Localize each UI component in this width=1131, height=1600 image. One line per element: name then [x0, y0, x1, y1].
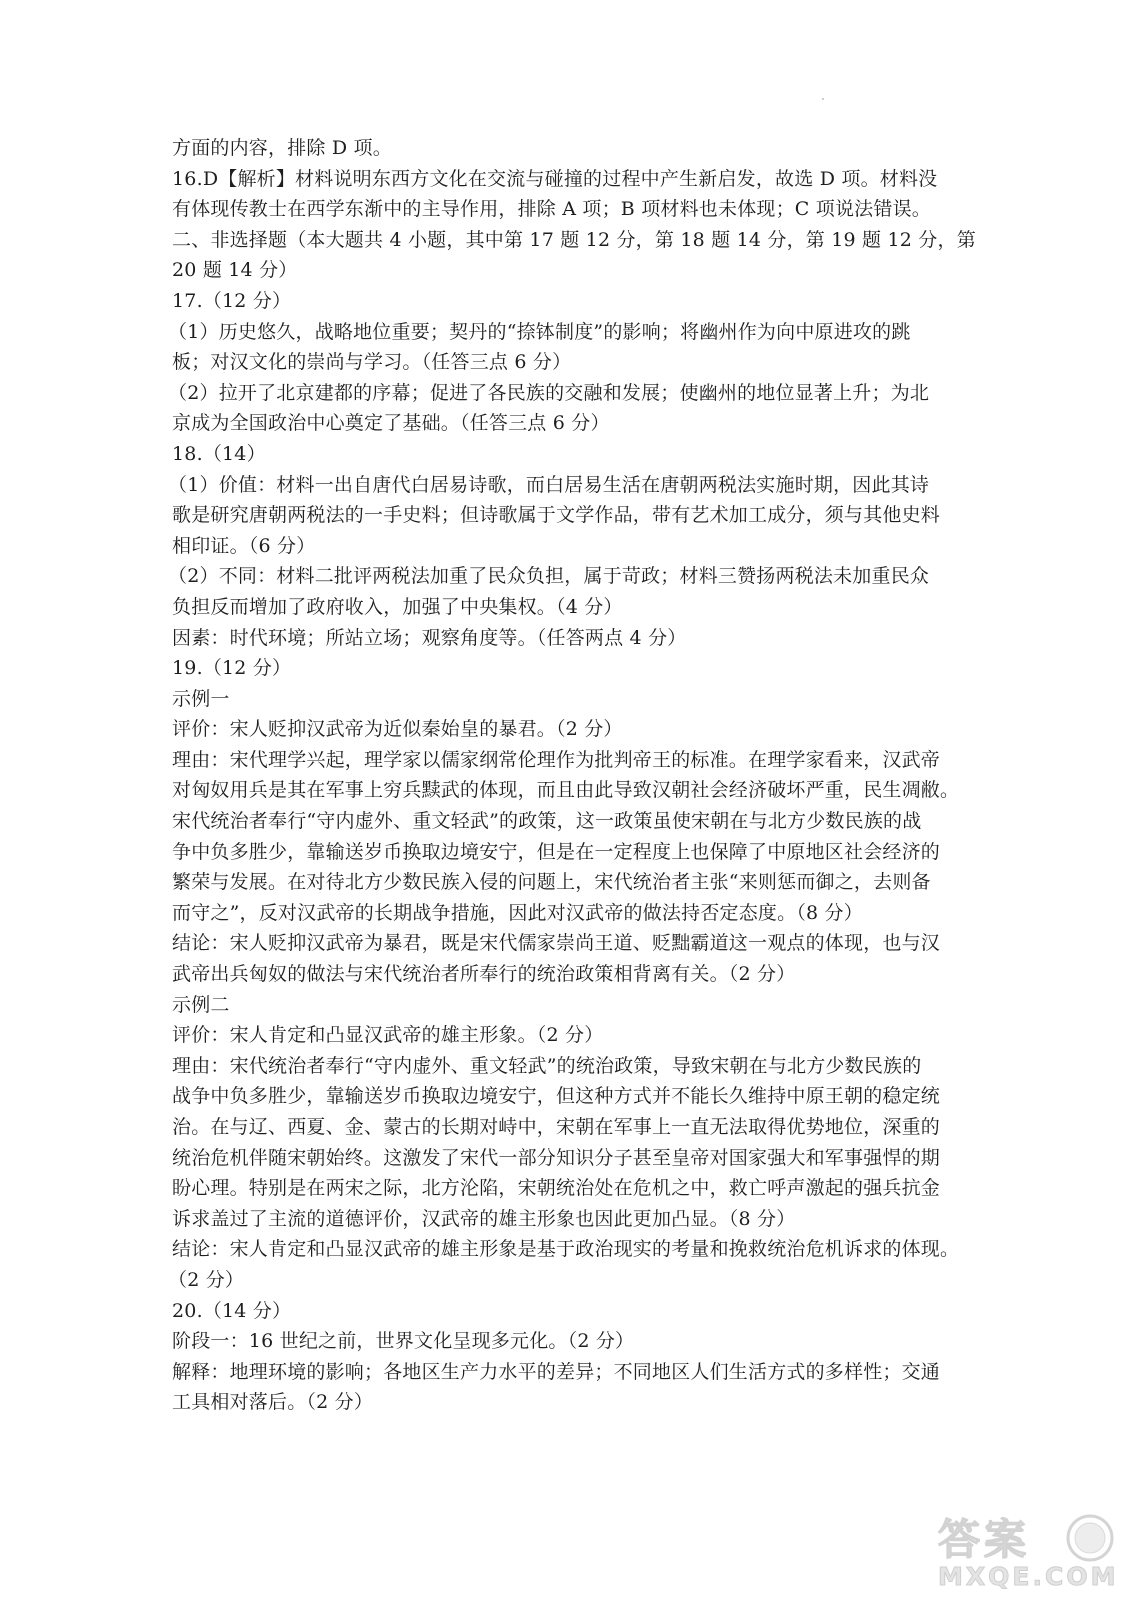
question-number-19: 19.（12 分） — [172, 657, 292, 680]
text-line: 20 题 14 分） — [172, 259, 298, 282]
text-line: 争中负多胜少，靠输送岁币换取边境安宁，但是在一定程度上也保障了中原地区社会经济的 — [172, 840, 941, 863]
question-number-18: 18.（14） — [172, 442, 266, 465]
text-line: 盼心理。特别是在两宋之际，北方沦陷，宋朝统治处在危机之中，救亡呼声激起的强兵抗金 — [172, 1177, 941, 1200]
text-line: 工具相对落后。（2 分） — [172, 1391, 374, 1414]
text-line: （2）拉开了北京建都的序幕；促进了各民族的交融和发展；使幽州的地位显著上升；为北 — [168, 381, 930, 404]
text-line: 京成为全国政治中心奠定了基础。（任答三点 6 分） — [172, 412, 610, 435]
text-line: 因素：时代环境；所站立场；观察角度等。（任答两点 4 分） — [172, 626, 687, 649]
watermark-logo-icon — [930, 1510, 1120, 1562]
text-line: 有体现传教士在西学东渐中的主导作用，排除 A 项；B 项材料也未体现；C 项说法错误。 — [172, 198, 931, 221]
example-heading: 示例一 — [172, 687, 230, 710]
text-line: 相印证。（6 分） — [172, 534, 316, 557]
answer-text-body — [168, 133, 976, 1418]
text-line: 负担反而增加了政府收入，加强了中央集权。（4 分） — [172, 595, 623, 618]
section-heading: 二、非选择题（本大题共 4 小题，其中第 17 题 12 分，第 18 题 14 分，第 19 题 12 分，第 — [172, 228, 976, 251]
text-line: 结论：宋人肯定和凸显汉武帝的雄主形象是基于政治现实的考量和挽救统治危机诉求的体现。 — [172, 1238, 960, 1261]
text-line: （2）不同：材料二批评两税法加重了民众负担，属于苛政；材料三赞扬两税法未加重民众 — [168, 565, 930, 588]
scan-speck — [822, 98, 824, 100]
text-line: 16.D【解析】材料说明东西方文化在交流与碰撞的过程中产生新启发，故选 D 项。材料没 — [172, 167, 938, 190]
example-heading: 示例二 — [172, 993, 230, 1016]
text-line: 评价：宋人肯定和凸显汉武帝的雄主形象。（2 分） — [172, 1024, 604, 1047]
text-line: （1）价值：材料一出自唐代白居易诗歌，而白居易生活在唐朝两税法实施时期，因此其诗 — [168, 473, 930, 496]
text-line: 理由：宋代统治者奉行“守内虚外、重文轻武”的统治政策，导致宋朝在与北方少数民族的 — [172, 1054, 922, 1077]
text-line: （2 分） — [168, 1268, 245, 1291]
text-line: 结论：宋人贬抑汉武帝为暴君，既是宋代儒家崇尚王道、贬黜霸道这一观点的体现，也与汉 — [172, 932, 941, 955]
text-line: 繁荣与发展。在对待北方少数民族入侵的问题上，宋代统治者主张“来则惩而御之，去则备 — [172, 871, 931, 894]
text-line: （1）历史悠久，战略地位重要；契丹的“捺钵制度”的影响；将幽州作为向中原进攻的跳 — [168, 320, 911, 343]
text-line: 对匈奴用兵是其在军事上穷兵黩武的体现，而且由此导致汉朝社会经济破坏严重，民生凋敝。 — [172, 779, 960, 802]
text-line: 评价：宋人贬抑汉武帝为近似秦始皇的暴君。（2 分） — [172, 718, 623, 741]
text-line: 战争中负多胜少，靠输送岁币换取边境安宁，但这种方式并不能长久维持中原王朝的稳定统 — [172, 1085, 941, 1108]
svg-text:答案: 答案 — [938, 1515, 1031, 1562]
text-line: 而守之”，反对汉武帝的长期战争措施，因此对汉武帝的做法持否定态度。（8 分） — [172, 901, 863, 924]
text-line: 诉求盖过了主流的道德评价，汉武帝的雄主形象也因此更加凸显。（8 分） — [172, 1207, 796, 1230]
text-line: 治。在与辽、西夏、金、蒙古的长期对峙中，宋朝在军事上一直无法取得优势地位，深重的 — [172, 1116, 941, 1138]
text-line: 阶段一：16 世纪之前，世界文化呈现多元化。（2 分） — [172, 1330, 635, 1353]
text-line: 方面的内容，排除 D 项。 — [172, 137, 392, 159]
text-line: 武帝出兵匈奴的做法与宋代统治者所奉行的统治政策相背离有关。（2 分） — [172, 963, 796, 986]
watermark-site-text: MXQE.COM — [938, 1562, 1119, 1591]
site-watermark — [930, 1510, 1120, 1592]
text-line: 板；对汉文化的崇尚与学习。（任答三点 6 分） — [172, 351, 572, 374]
text-line: 解释：地理环境的影响；各地区生产力水平的差异；不同地区人们生活方式的多样性；交通 — [172, 1360, 941, 1383]
text-line: 歌是研究唐朝两税法的一手史料；但诗歌属于文学作品，带有艺术加工成分，须与其他史料 — [172, 504, 941, 527]
text-line: 宋代统治者奉行“守内虚外、重文轻武”的政策，这一政策虽使宋朝在与北方少数民族的战 — [172, 810, 922, 833]
question-number-17: 17.（12 分） — [172, 289, 292, 312]
question-number-20: 20.（14 分） — [172, 1299, 292, 1322]
text-line: 理由：宋代理学兴起，理学家以儒家纲常伦理作为批判帝王的标准。在理学家看来，汉武帝 — [172, 748, 941, 771]
text-line: 统治危机伴随宋朝始终。这激发了宋代一部分知识分子甚至皇帝对国家强大和军事强悍的期 — [172, 1146, 941, 1169]
